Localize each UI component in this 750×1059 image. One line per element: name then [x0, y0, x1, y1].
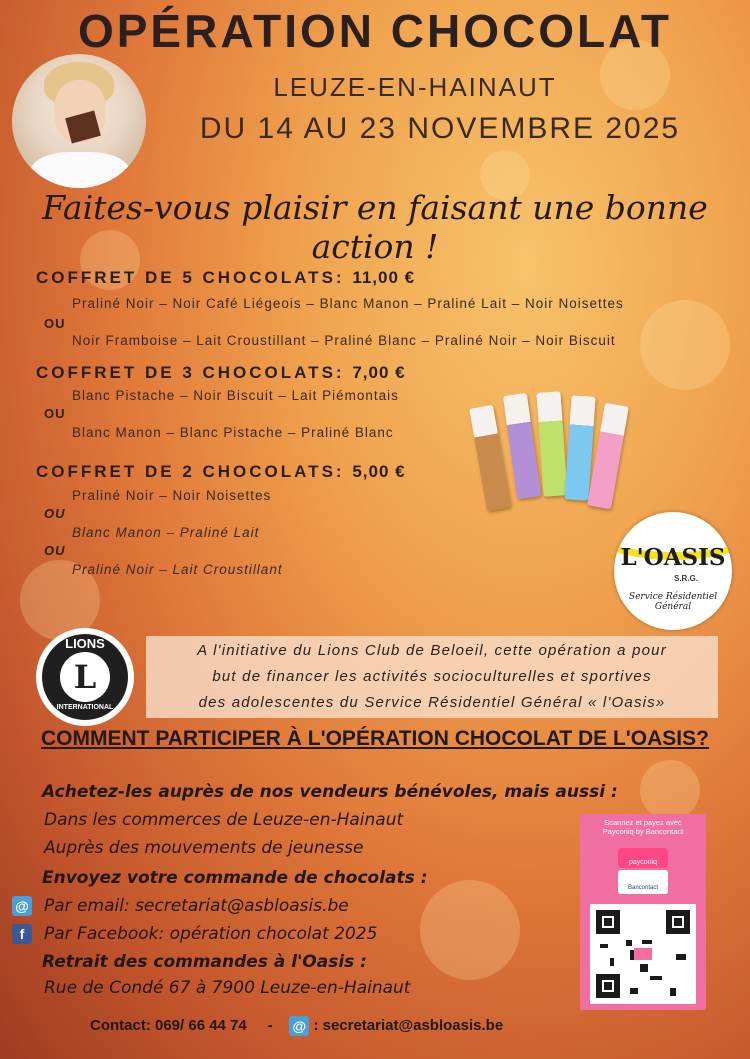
info-line-2: but de financer les activités socioculturelles et sportives [212, 668, 652, 685]
offer-5-label: COFFRET DE 5 CHOCOLATS: [36, 268, 345, 287]
chocolate-bars-image [470, 392, 630, 502]
email-link[interactable]: Par email: secretariat@asbloasis.be [44, 896, 349, 916]
youth-text: Auprès des mouvements de jeunesse [44, 838, 364, 858]
email-icon: @ [12, 896, 32, 916]
offer-3-price: 7,00 € [352, 363, 406, 382]
facebook-icon: f [12, 924, 32, 944]
buy-heading: Achetez-les auprès de nos vendeurs bénévoles, mais aussi : [42, 782, 618, 802]
lions-club-logo: LIONS L INTERNATIONAL [36, 628, 134, 726]
order-heading: Envoyez votre commande de chocolats : [42, 868, 428, 888]
offer-2-price: 5,00 € [352, 462, 406, 481]
contact-footer [90, 1016, 503, 1036]
how-to-participate-heading: COMMENT PARTICIPER À L'OPÉRATION CHOCOLAT DE L'OASIS? [41, 727, 709, 750]
payconiq-instructions: Scannez et payez avec Payconiq by Bancontact [602, 818, 684, 836]
dates: DU 14 AU 23 NOVEMBRE 2025 [199, 112, 681, 145]
offer-2-option-1: Praliné Noir – Noir Noisettes [72, 488, 272, 503]
payconiq-panel [580, 814, 706, 1010]
offer-5-option-2: Noir Framboise – Lait Croustillant – Praliné Blanc – Praliné Noir – Noir Biscuit [72, 333, 616, 348]
initiative-info-box [146, 636, 718, 718]
offer-5-option-1: Praliné Noir – Noir Café Liégeois – Blanc Manon – Praliné Lait – Noir Noisettes [72, 296, 624, 311]
chocolate-bar [536, 391, 567, 496]
oasis-logo-abbr: S.R.G. [674, 574, 699, 583]
oasis-logo-name: L'OASIS [620, 544, 726, 571]
chocolate-bar [503, 393, 541, 499]
email-icon: @ [289, 1016, 309, 1036]
offer-2-label: COFFRET DE 2 CHOCOLATS: [36, 462, 345, 481]
pickup-heading: Retrait des commandes à l'Oasis : [42, 952, 367, 972]
chocolate-bar [469, 405, 511, 512]
offer-3-label: COFFRET DE 3 CHOCOLATS: [36, 363, 345, 382]
page-title: OPÉRATION CHOCOLAT [77, 5, 673, 57]
payment-qr-code[interactable] [590, 904, 696, 1004]
or-separator: OU [44, 506, 66, 521]
slogan: Faites-vous plaisir en faisant une bonne action ! [42, 188, 708, 266]
facebook-link[interactable]: Par Facebook: opération chocolat 2025 [44, 924, 378, 944]
address-text: Rue de Condé 67 à 7900 Leuze-en-Hainaut [44, 978, 411, 998]
info-line-3: des adolescentes du Service Résidentiel Général « l'Oasis» [198, 694, 666, 711]
or-separator: OU [44, 316, 66, 331]
contact-separator: - [267, 1016, 273, 1034]
bancontact-logo: Bancontact [618, 870, 668, 894]
or-separator: OU [44, 406, 66, 421]
woman-eating-chocolate-photo [12, 54, 146, 188]
offer-5-heading [36, 268, 415, 288]
offer-5-price: 11,00 € [352, 268, 416, 287]
or-separator: OU [44, 543, 66, 558]
oasis-logo [614, 512, 732, 630]
offer-3-option-1: Blanc Pistache – Noir Biscuit – Lait Piémontais [72, 388, 399, 403]
offer-2-heading [36, 462, 406, 482]
contact-email[interactable]: : secretariat@asbloasis.be [313, 1016, 504, 1034]
payconiq-logo: payconiq [618, 848, 668, 868]
offer-3-heading [36, 363, 406, 383]
offer-2-option-2: Blanc Manon – Praliné Lait [72, 525, 260, 540]
city: LEUZE-EN-HAINAUT [273, 72, 557, 102]
offer-2-option-3: Praliné Noir – Lait Croustillant [72, 562, 283, 577]
info-line-1: A l'initiative du Lions Club de Beloeil, cette opération a pour [197, 642, 667, 659]
contact-phone: Contact: 069/ 66 44 74 [90, 1016, 247, 1034]
offer-3-option-2: Blanc Manon – Blanc Pistache – Praliné Blanc [72, 425, 394, 440]
shops-text: Dans les commerces de Leuze-en-Hainaut [44, 810, 404, 830]
oasis-logo-subtitle: Service Résidentiel Général [628, 592, 718, 612]
